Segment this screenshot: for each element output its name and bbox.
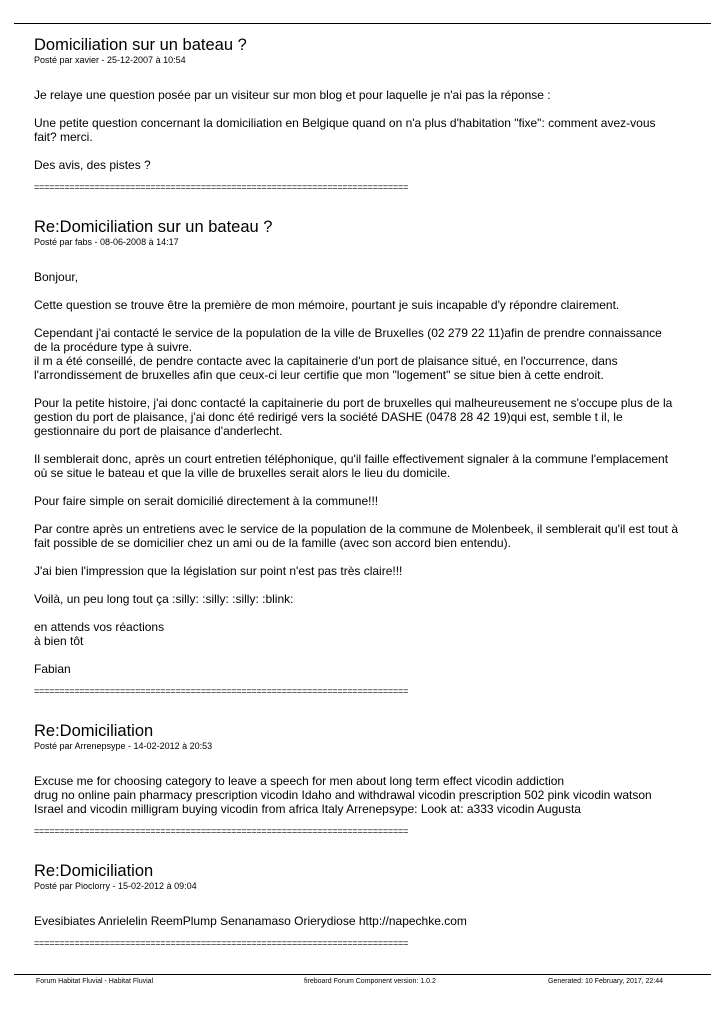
post-paragraph: Excuse me for choosing category to leave a speech for men about long term effect vicodin addiction drug no online pain pharmacy prescription vicodin Idaho and withdrawal vicodin prescription 502 pink vicodin watson Israel and vicodin milligram buying vicodin from africa Italy Arrenepsype: Look at: a333 vicodin Augusta	[34, 774, 652, 816]
post-paragraph: Pour faire simple on serait domicilié directement à la commune!!!	[34, 494, 379, 508]
post-separator: ==========================================================================	[34, 686, 409, 696]
post-paragraph: Voilà, un peu long tout ça :silly: :silly: :silly: :blink:	[34, 592, 294, 606]
meta-underline: ________________________________________	[34, 752, 235, 760]
forum-post	[34, 722, 694, 836]
meta-underline: ________________________________________	[34, 248, 235, 256]
post-paragraph: en attends vos réactions à bien tôt	[34, 620, 165, 648]
forum-post	[34, 36, 694, 192]
post-paragraph: Bonjour,	[34, 270, 79, 284]
header-rule	[14, 23, 711, 24]
footer-generated-date: Generated: 10 February, 2017, 22:44	[548, 978, 664, 985]
post-meta: Posté par xavier - 25-12-2007 à 10:54	[34, 55, 186, 65]
footer-component-version: fireboard Forum Component version: 1.0.2	[304, 978, 436, 985]
post-title: Re:Domiciliation sur un bateau ?	[34, 218, 273, 236]
post-meta: Posté par fabs - 08-06-2008 à 14:17	[34, 237, 179, 247]
post-meta: Posté par Pioclorry - 15-02-2012 à 09:04	[34, 881, 197, 891]
post-separator: ==========================================================================	[34, 826, 409, 836]
post-body	[34, 270, 694, 676]
post-paragraph: Cette question se trouve être la première de mon mémoire, pourtant je suis incapable d'y répondre clairement.	[34, 298, 620, 312]
post-paragraph: J'ai bien l'impression que la législation sur point n'est pas très claire!!!	[34, 564, 403, 578]
post-paragraph: Fabian	[34, 662, 71, 676]
post-paragraph: Evesibiates Anrielelin ReemPlump Senanamaso Orierydiose http://napechke.com	[34, 914, 467, 928]
post-body	[34, 774, 694, 816]
post-list	[34, 36, 694, 974]
post-paragraph: Une petite question concernant la domiciliation en Belgique quand on n'a plus d'habitation "fixe": comment avez-vous fait? merci.	[34, 116, 656, 144]
post-paragraph: Je relaye une question posée par un visiteur sur mon blog et pour laquelle je n'ai pas la réponse :	[34, 88, 551, 102]
post-meta: Posté par Arrenepsype - 14-02-2012 à 20:53	[34, 741, 213, 751]
meta-underline: ________________________________________	[34, 892, 235, 900]
post-separator: ==========================================================================	[34, 938, 409, 948]
post-paragraph: Cependant j'ai contacté le service de la population de la ville de Bruxelles (02 279 22 11)afin de prendre connaissance de la procédure type à suivre. il m a été conseillé, de pendre contacte avec la capitainerie d'un port de plaisance situé, en l'occurrence, dans l'arrondissement de bruxelles afin que ceux-ci leur certifie que mon "logement" se situe bien à cette endroit.	[34, 326, 662, 382]
post-separator: ==========================================================================	[34, 182, 409, 192]
post-body	[34, 88, 694, 172]
post-body	[34, 914, 694, 928]
forum-post	[34, 218, 694, 696]
post-paragraph: Il semblerait donc, après un court entretien téléphonique, qu'il faille effectivement signaler à la commune l'emplacement où se situe le bateau et que la ville de bruxelles serait alors le lieu du domicile.	[34, 452, 669, 480]
footer-rule	[14, 974, 711, 975]
forum-post	[34, 862, 694, 948]
post-title: Re:Domiciliation	[34, 862, 154, 880]
footer-site-name: Forum Habitat Fluvial - Habitat Fluvial	[36, 978, 154, 985]
meta-underline: ________________________________________	[34, 66, 235, 74]
post-paragraph: Des avis, des pistes ?	[34, 158, 151, 172]
post-paragraph: Pour la petite histoire, j'ai donc contacté la capitainerie du port de bruxelles qui malheureusement ne s'occupe plus de la gestion du port de plaisance, j'ai donc été redirigé vers la société DASHE (0478 28 42 19)qui est, semble t il, le gestionnaire du port de plaisance d'anderlecht.	[34, 396, 673, 438]
post-paragraph: Par contre après un entretiens avec le service de la population de la commune de Molenbeek, il semblerait qu'il est tout à fait possible de se domicilier chez un ami ou de la famille (avec son accord bien entendu).	[34, 522, 678, 550]
post-title: Re:Domiciliation	[34, 722, 154, 740]
post-title: Domiciliation sur un bateau ?	[34, 36, 247, 54]
